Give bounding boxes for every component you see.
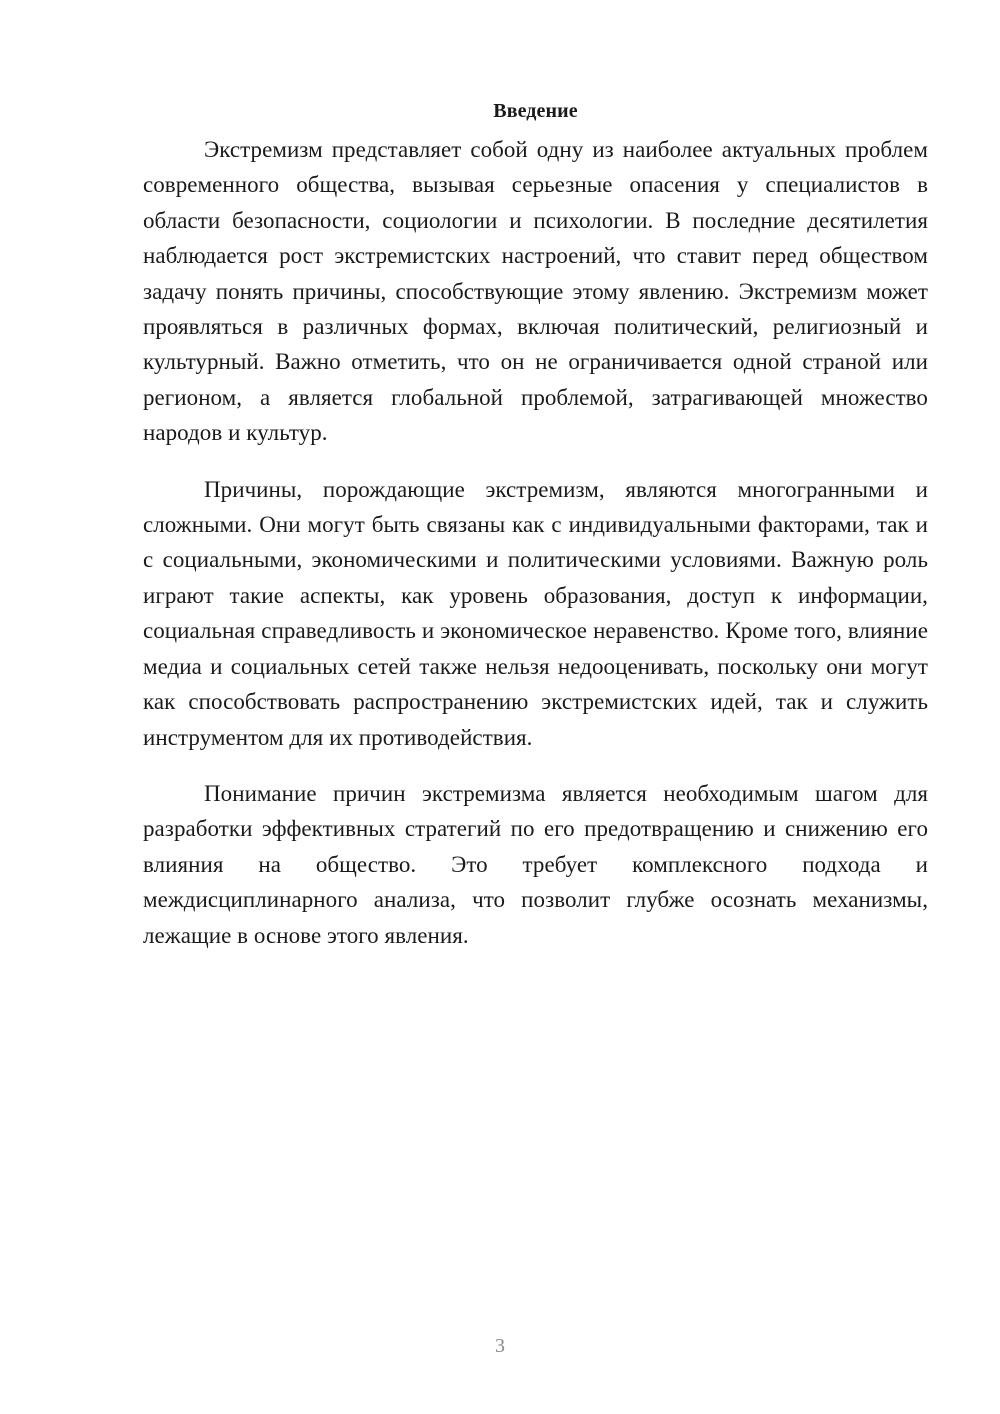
paragraph-1: Экстремизм представляет собой одну из наиболее актуальных проблем современного общества, вызывая серьезные опасения у специалистов в области безопасности, социологии и психологии. В последние десятилетия наблюдается рост экстремистских настроений, что ставит перед обществом задачу понять причины, способствующие этому явлению. Экстремизм может проявляться в различных формах, включая политический, религиозный и культурный. Важно отметить, что он не ограничивается одной страной или регионом, а является глобальной проблемой, затрагивающей множество народов и культур. [143,137,928,446]
paragraph-2: Причины, порождающие экстремизм, являются многогранными и сложными. Они могут быть связаны как с индивидуальными факторами, так и с социальными, экономическими и политическими условиями. Важную роль играют такие аспекты, как уровень образования, доступ к информации, социальная справедливость и экономическое неравенство. Кроме того, влияние медиа и социальных сетей также нельзя недооценивать, поскольку они могут как способствовать распространению экстремистских идей, так и служить инструментом для их противодействия. [143,476,928,750]
section-heading: Введение [493,100,578,122]
page-content [143,94,928,974]
paragraph-3: Понимание причин экстремизма является необходимым шагом для разработки эффективных стратегий по его предотвращению и снижению его влияния на общество. Это требует комплексного подхода и междисциплинарного анализа, что позволит глубже осознать механизмы, лежащие в основе этого явления. [143,780,928,948]
page-number: 3 [495,1335,505,1357]
